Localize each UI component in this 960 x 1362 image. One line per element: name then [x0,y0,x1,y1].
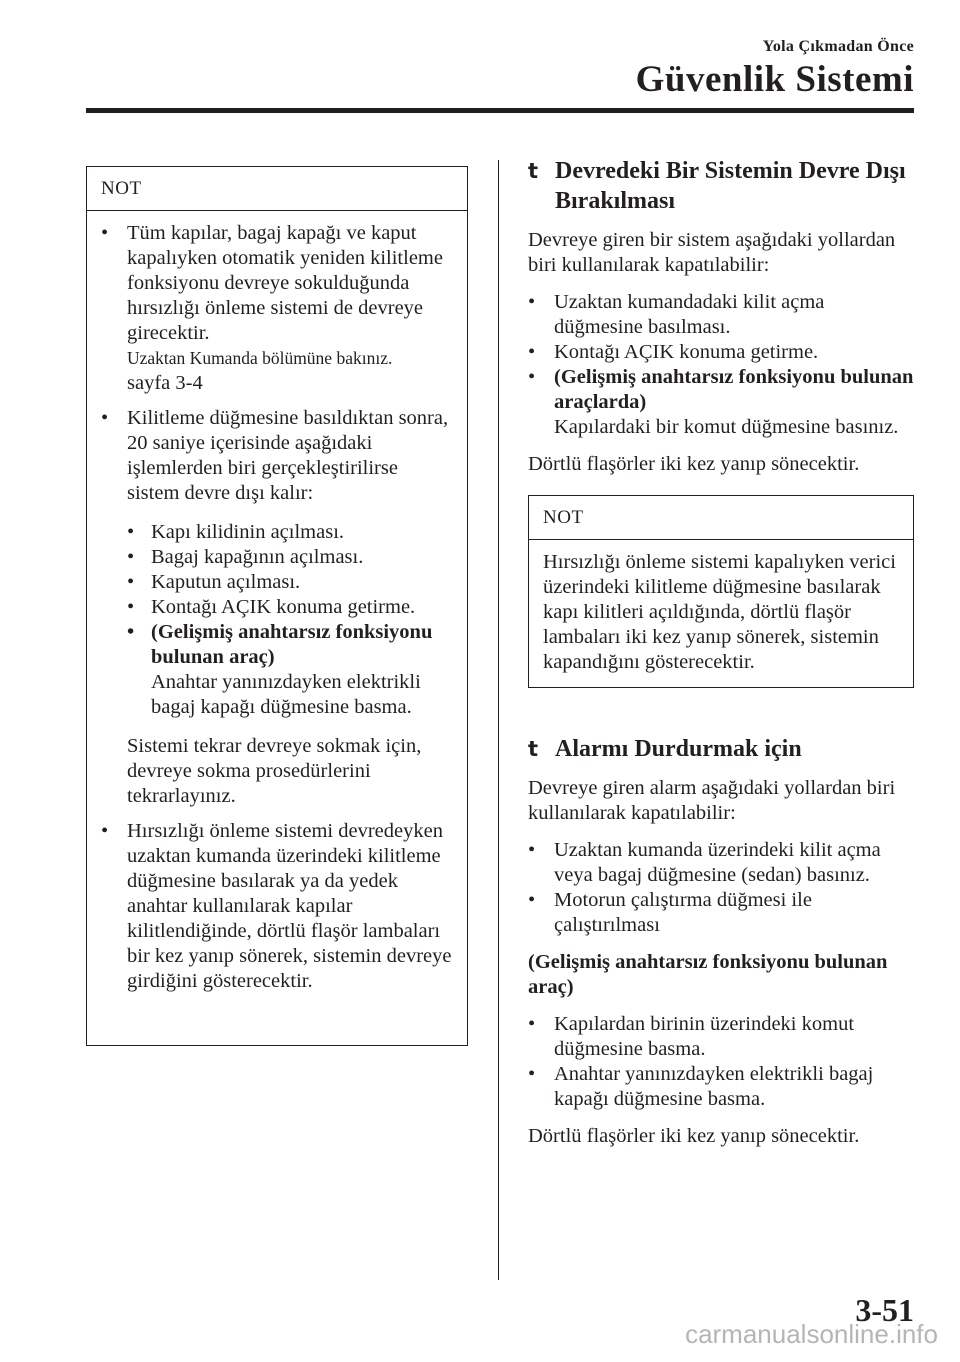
note-text: Sistemi tekrar devreye sokmak için, devreye sokma prosedürlerini tekrarlayınız. [127,735,422,807]
watermark: carmanualsonline.info [685,1319,938,1349]
note-box-right [528,495,914,688]
bullet-icon: • [528,366,536,388]
paragraph: (Gelişmiş anahtarsız fonksiyonu bulunan araç) [528,951,888,998]
note-text: Hırsızlığı önleme sistemi devredeyken uzaktan kumanda üzerindeki kilitleme düğmesine basılarak ya da yedek anahtar kullanılarak kapılar kilitlendiğinde, dörtlü flaşör lambaları bir kez yanıp sönerek, sistemin devreye girdiğini gösterecektir. [127,820,452,992]
note-text: Hırsızlığı önleme sistemi kapalıyken verici üzerindeki kilitleme düğmesine basılarak kapı kilitleri açıldığında, dörtlü flaşör lambaları iki kez yanıp sönerek, sistemin kapandığını gösterecektir. [543,551,896,673]
page-title: Güvenlik Sistemi [635,59,914,100]
page-reference: sayfa 3-4 [127,372,203,394]
list-item: • Anahtar yanınızdayken elektrikli bagaj kapağı düğmesine basma. [528,1063,874,1110]
list-item [101,819,455,994]
paragraph: Dörtlü flaşörler iki kez yanıp sönecektir. [528,453,860,475]
note-heading: NOT [529,496,913,540]
paragraph: Dörtlü flaşörler iki kez yanıp sönecektir. [528,1125,860,1147]
sub-list-item: • Kontağı AÇIK konuma getirme. [127,596,416,618]
section-title: t Devredeki Bir Sistemin Devre Dışı Bırakılması [528,158,906,214]
page-number: 3-51 [855,1292,914,1328]
bullet-icon: • [101,222,109,244]
note-text: Tüm kapılar, bagaj kapağı ve kaput kapalıyken otomatik yeniden kilitleme fonksiyonu devreye sokulduğunda hırsızlığı önleme sistemi de devreye girecektir. [127,222,443,344]
list-item: • Uzaktan kumandadaki kilit açma düğmesine basılması. [528,291,825,338]
column-divider [498,160,499,1280]
bullet-icon: • [528,889,536,911]
bullet-icon: • [127,596,135,618]
bullet-icon: • [528,341,536,363]
bullet-icon: • [528,1013,536,1035]
header-rule [86,108,914,113]
sub-list-item: • Kapı kilidinin açılması. [127,521,345,543]
bullet-icon: • [528,839,536,861]
paragraph: Devreye giren bir sistem aşağıdaki yollardan biri kullanılarak kapatılabilir: [528,229,896,276]
bullet-icon: • [101,820,109,842]
section-marker-icon: t [528,737,539,761]
sub-list-item: • Bagaj kapağının açılması. [127,546,364,568]
bullet-icon: • [127,521,135,543]
list-item: • Motorun çalıştırma düğmesi ile çalıştırılması [528,889,812,936]
bullet-icon: • [127,621,135,643]
bullet-icon: • [127,546,135,568]
list-item: • (Gelişmiş anahtarsız fonksiyonu bulunan araçlarda) Kapılardaki bir komut düğmesine basınız. [528,366,914,438]
section-title: t Alarmı Durdurmak için [528,736,802,762]
right-column [528,156,914,1161]
note-heading: NOT [87,167,467,211]
list-item [101,221,455,396]
header-subtitle: Yola Çıkmadan Önce [762,38,914,55]
note-box-left [86,166,468,1046]
sub-list [127,520,455,720]
bullet-icon: • [528,1063,536,1085]
reference-text: Uzaktan Kumanda bölümüne bakınız. [127,348,393,368]
list-item [101,406,455,809]
paragraph: Devreye giren alarm aşağıdaki yollardan biri kullanılarak kapatılabilir: [528,777,896,824]
list-item: • Kapılardan birinin üzerindeki komut düğmesine basma. [528,1013,855,1060]
bullet-icon: • [127,571,135,593]
bullet-icon: • [528,291,536,313]
bullet-icon: • [101,407,109,429]
list-item: • Kontağı AÇIK konuma getirme. [528,341,819,363]
sub-list-item: • (Gelişmiş anahtarsız fonksiyonu bulunan araç) Anahtar yanınızdayken elektrikli bagaj kapağı düğmesine basma. [127,621,433,718]
list-item: • Uzaktan kumanda üzerindeki kilit açma veya bagaj düğmesine (sedan) basınız. [528,839,881,886]
note-text: Kilitleme düğmesine basıldıktan sonra, 20 saniye içerisinde aşağıdaki işlemlerden biri gerçekleştirilirse sistem devre dışı kalır: [127,407,449,504]
sub-list-item: • Kaputun açılması. [127,571,301,593]
section-marker-icon: t [528,159,539,183]
